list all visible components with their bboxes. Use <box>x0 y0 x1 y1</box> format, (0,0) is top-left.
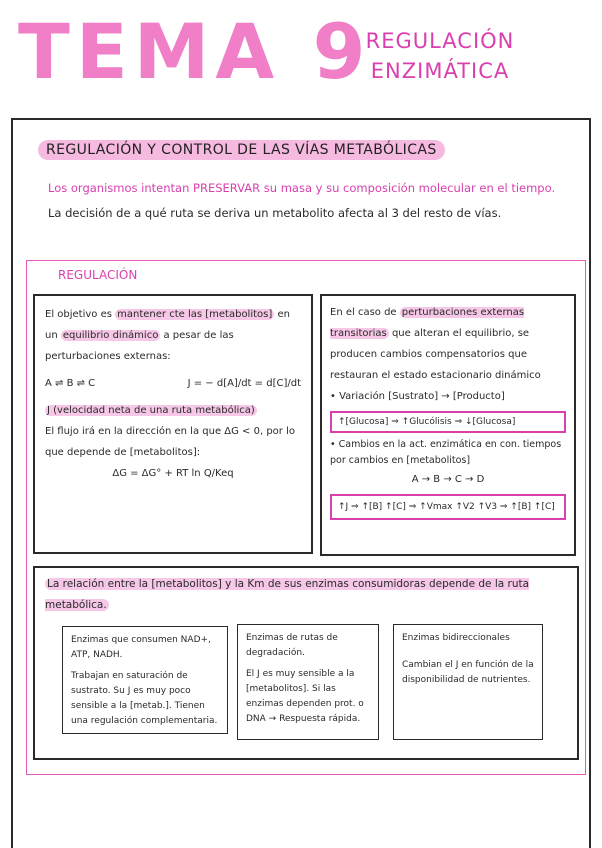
glucose-box: ↑[Glucosa] ⇒ ↑Glucólisis ⇒ ↓[Glucosa] <box>330 411 566 433</box>
section-heading: REGULACIÓN Y CONTROL DE LAS VÍAS METABÓLICAS <box>38 140 445 160</box>
flux-box: ↑J ⇒ ↑[B] ↑[C] ⇒ ↑Vmax ↑V2 ↑V3 ⇒ ↑[B] ↑[C] <box>330 494 566 520</box>
reaction-equation: A ⇌ B ⇌ C <box>45 378 96 389</box>
enzyme-box-bidirectional <box>393 624 543 740</box>
highlight-constant: mantener cte las [metabolitos] <box>117 309 273 320</box>
subtitle-line-2: ENZIMÁTICA <box>370 59 510 83</box>
enzyme-box-degradation-title: Enzimas de rutas de degradación. <box>246 633 338 658</box>
objective-box <box>33 294 313 554</box>
perturbations-box <box>320 294 576 556</box>
enzyme-box-cofactors <box>62 626 228 734</box>
bullet-substrate: • Variación [Sustrato] → [Producto] <box>330 391 505 402</box>
flow-text: El flujo irá en la dirección en la que ΔG < 0, por lo que depende de [metabolitos]: <box>45 426 295 458</box>
intro-pink-text: Los organismos intentan PRESERVAR su masa y su composición molecular en el tiempo. <box>48 181 556 195</box>
gibbs-equation: ΔG = ΔG° + RT ln Q/Keq <box>112 468 234 479</box>
equation-row <box>45 373 301 394</box>
enzyme-box-degradation <box>237 624 379 740</box>
highlight-transient-perturbations: perturbaciones externas transitorias <box>330 307 525 339</box>
pathway-chain: A → B → C → D <box>411 474 485 485</box>
intro-dark-text: La decisión de a qué ruta se deriva un metabolito afecta al 3 del resto de vías. <box>48 206 502 220</box>
enzyme-box-cofactors-body: Trabajan en saturación de sustrato. Su J es muy poco sensible a la [metab.]. Tienen una regulación complementaria. <box>71 671 218 726</box>
intro-paragraph <box>48 176 568 226</box>
page-title: TEMA 9 <box>18 7 372 96</box>
enzyme-box-cofactors-title: Enzimas que consumen NAD+, ATP, NADH. <box>71 635 211 660</box>
objective-text: El objetivo es mantener cte las [metabolitos] en un equilibrio dinámico a pesar de las perturbaciones externas: <box>45 309 290 362</box>
page-subtitle <box>355 26 525 86</box>
perturbations-text: En el caso de perturbaciones externas transitorias que alteran el equilibrio, se producen cambios compensatorios que restauran el estado estacionario dinámico <box>330 307 541 381</box>
km-relation-text: La relación entre la [metabolitos] y la Km de sus enzimas consumidoras depende de la ruta metabólica. <box>45 578 530 611</box>
j-definition: J (velocidad neta de una ruta metabólica) <box>47 405 255 416</box>
regulation-label: REGULACIÓN <box>58 268 138 282</box>
enzyme-box-bidirectional-title: Enzimas bidireccionales <box>402 633 510 643</box>
bullet-enzyme-activity: • Cambios en la act. enzimática en con. tiempos por cambios en [metabolitos] <box>330 439 562 466</box>
subtitle-line-1: REGULACIÓN <box>365 29 515 53</box>
enzyme-box-bidirectional-body: Cambian el J en función de la disponibilidad de nutrientes. <box>402 660 534 685</box>
highlight-dynamic-equilibrium: equilibrio dinámico <box>62 330 159 341</box>
rate-equation: J = − d[A]/dt = d[C]/dt <box>187 378 301 389</box>
enzyme-box-degradation-body: El J es muy sensible a la [metabolitos]. Si las enzimas dependen prot. o DNA → Respuesta rápida. <box>246 669 364 724</box>
